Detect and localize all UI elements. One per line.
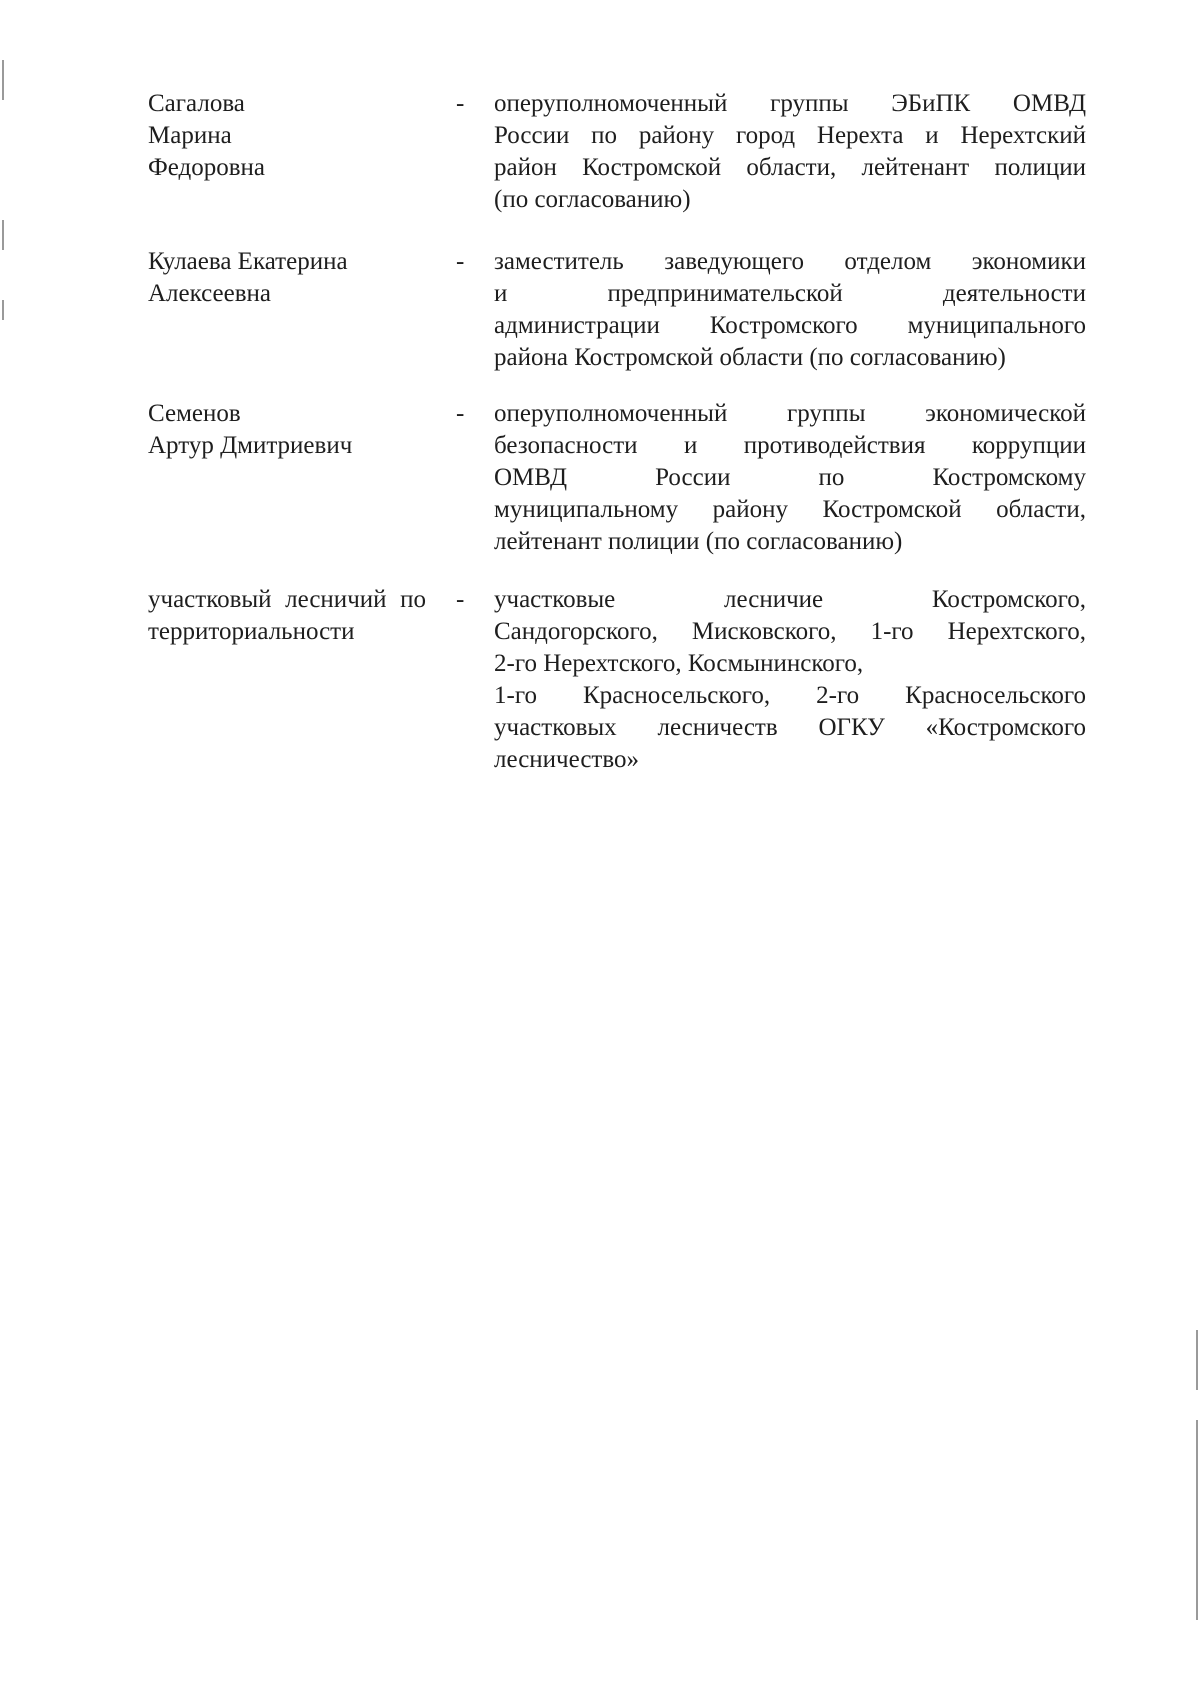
description-line: и предпринимательской деятельности	[494, 280, 1086, 307]
description-line: участковые лесничие Костромского,	[494, 586, 1086, 613]
position-description	[494, 584, 1086, 776]
description-line: (по согласованию)	[494, 186, 691, 213]
description-line: 2-го Нерехтского, Космынинского,	[494, 650, 864, 677]
description-line: оперуполномоченный группы экономической	[494, 400, 1086, 427]
description-line: Сандогорского, Мисковского, 1-го Нерехтского,	[494, 618, 1086, 645]
description-line: лесничество»	[494, 746, 639, 773]
separator-dash: -	[456, 586, 465, 613]
description-line: безопасности и противодействия коррупции	[494, 432, 1086, 459]
scan-artifact-right	[1196, 1330, 1198, 1390]
scan-artifact-left	[2, 60, 4, 100]
person-name: Сагалова Марина Федоровна	[148, 90, 266, 181]
person-name: Семенов Артур Дмитриевич	[148, 400, 353, 459]
description-line: район Костромской области, лейтенант полиции	[494, 154, 1086, 181]
scan-artifact-left	[2, 220, 4, 250]
person-name: Кулаева Екатерина Алексеевна	[148, 248, 348, 307]
position-description	[494, 398, 1086, 558]
description-line: ОМВД России по Костромскому	[494, 464, 1086, 491]
description-line: участковых лесничеств ОГКУ «Костромского	[494, 714, 1086, 741]
description-line: 1-го Красносельского, 2-го Красносельского	[494, 682, 1086, 709]
description-line: России по району город Нерехта и Нерехтский	[494, 122, 1086, 149]
separator-dash: -	[456, 90, 465, 117]
scan-artifact-left	[2, 300, 4, 320]
description-line: района Костромской области (по согласованию)	[494, 344, 1006, 371]
description-line: оперуполномоченный группы ЭБиПК ОМВД	[494, 90, 1086, 117]
description-line: администрации Костромского муниципального	[494, 312, 1086, 339]
description-line: муниципальному району Костромской области,	[494, 496, 1086, 523]
description-line: заместитель заведующего отделом экономики	[494, 248, 1086, 275]
position-title: участковый лесничий по территориальности	[148, 586, 426, 645]
description-line: лейтенант полиции (по согласованию)	[494, 528, 903, 555]
position-description	[494, 88, 1086, 216]
scan-artifact-right	[1196, 1420, 1198, 1620]
position-description	[494, 246, 1086, 374]
separator-dash: -	[456, 400, 465, 427]
separator-dash: -	[456, 248, 465, 275]
